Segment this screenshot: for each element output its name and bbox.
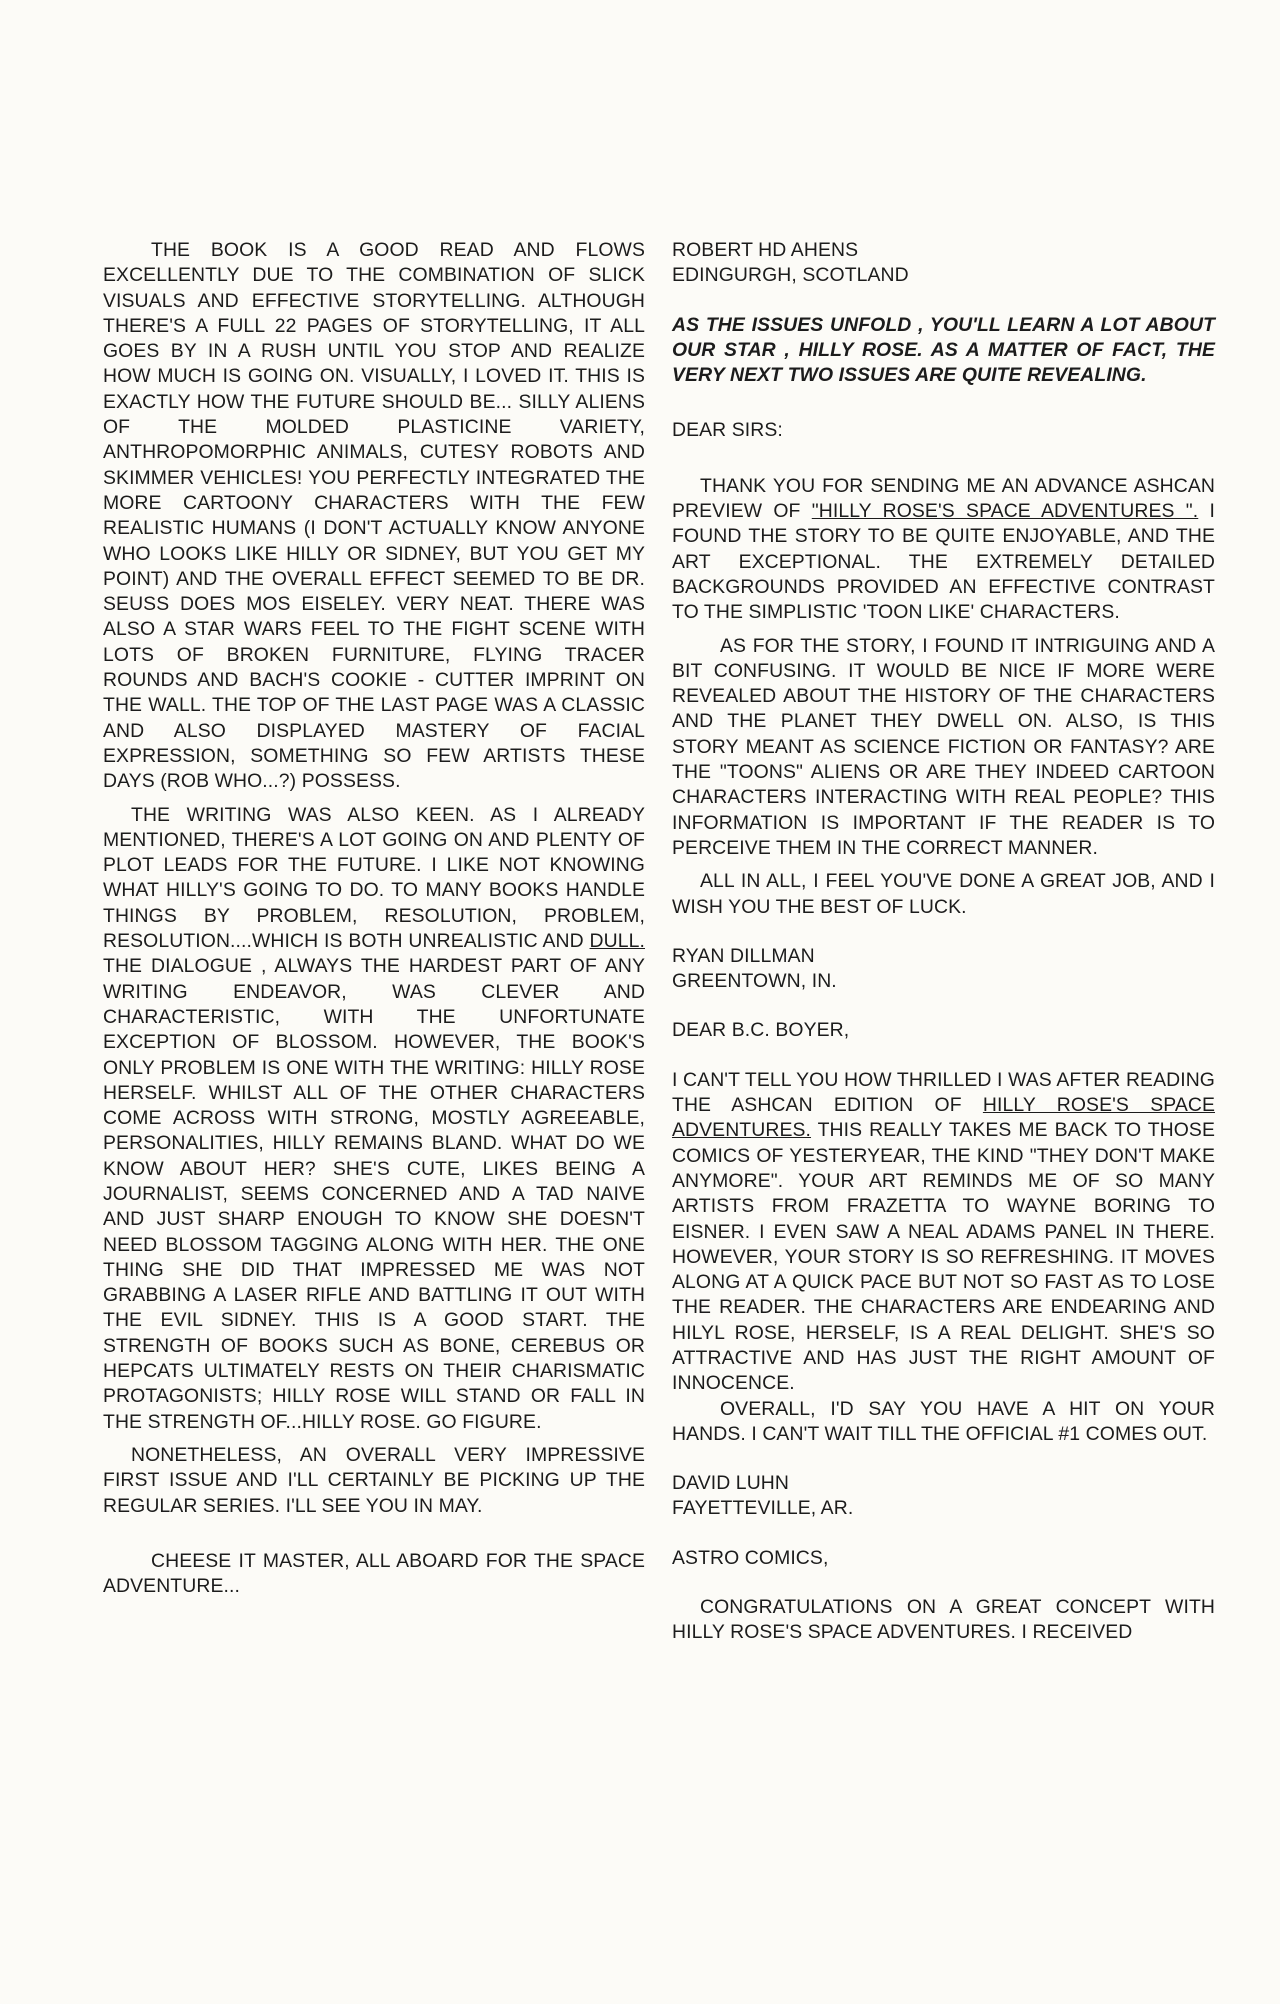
signature-place: GREENTOWN, IN. [672, 970, 837, 993]
letter-greeting: DEAR SIRS: [672, 419, 783, 442]
letter-paragraph [103, 1443, 645, 1519]
paragraph-text: I FOUND THE STORY TO BE QUITE ENJOYABLE, AND THE ART EXCEPTIONAL. THE EXTREMELY DETAILED BACKGROUNDS PROVIDED AN EFFECTIVE CONTRAST TO THE SIMPLISTIC 'TOON LIKE' CHARACTERS. [672, 500, 1216, 624]
underlined-title: "HILLY ROSE'S SPACE ADVENTURES ". [811, 500, 1199, 523]
right-column [672, 238, 1215, 1646]
letter-paragraph [672, 1068, 1215, 1397]
letter-paragraph [103, 238, 645, 795]
underlined-title: HILLY ROSE'S SPACE ADVENTURES. [672, 1094, 1215, 1142]
paragraph-text: THANK YOU FOR SENDING ME AN ADVANCE ASHCAN PREVIEW OF [672, 474, 1215, 523]
letter-paragraph: ALL IN ALL, I FEEL YOU'VE DONE A GREAT JOB, AND I WISH YOU THE BEST OF LUCK. [672, 870, 1215, 918]
paragraph-text: NONETHELESS, AN OVERALL VERY IMPRESSIVE FIRST ISSUE AND I'LL CERTAINLY BE PICKING UP THE REGULAR SERIES. I'LL SEE YOU IN MAY. [103, 1443, 645, 1517]
signature-name: DAVID LUHN [672, 1472, 790, 1495]
paragraph-text: I CAN'T TELL YOU HOW THRILLED I WAS AFTER READING THE ASHCAN EDITION OF [672, 1068, 1215, 1117]
signature-name: ROBERT HD AHENS [672, 239, 859, 261]
letter-paragraph [103, 1549, 645, 1600]
signature-place: FAYETTEVILLE, AR. [672, 1497, 854, 1520]
paragraph-text: THE BOOK IS A GOOD READ AND FLOWS EXCELLENTLY DUE TO THE COMBINATION OF SLICK VISUALS AND EFFECTIVE STORYTELLING. ALTHOUGH THERE'S A FULL 22 PAGES OF STORYTELLING, IT ALL GOES BY IN A RUSH UNTIL YOU STOP AND REALIZE HOW MUCH IS GOING ON. VISUALLY, I LOVED IT. THIS IS EXACTLY HOW THE FUTURE SHOULD BE... SILLY ALIENS OF THE MOLDED PLASTICINE VARIETY, ANTHROPOMORPHIC ANIMALS, CUTESY ROBOTS AND SKIMMER VEHICLES! YOU PERFECTLY INTEGRATED THE MORE CARTOONY CHARACTERS WITH THE FEW REALISTIC HUMANS (I DON'T ACTUALLY KNOW ANYONE WHO LOOKS LIKE HILLY OR SIDNEY, BUT YOU GET MY POINT) AND THE OVERALL EFFECT SEEMED TO BE DR. SEUSS DOES MOS EISELEY. VERY NEAT. THERE WAS ALSO A STAR WARS FEEL TO THE FIGHT SCENE WITH LOTS OF BROKEN FURNITURE, FLYING TRACER ROUNDS AND BACH'S COOKIE - CUTTER IMPRINT ON THE WALL. THE TOP OF THE LAST PAGE WAS A CLASSIC AND ALSO DISPLAYED MASTERY OF FACIAL EXPRESSION, SOMETHING SO FEW ARTISTS THESE DAYS (ROB WHO...?) POSSESS. [103, 239, 645, 793]
editor-reply: AS THE ISSUES UNFOLD , YOU'LL LEARN A LOT ABOUT OUR STAR , HILLY ROSE. AS A MATTER OF FACT, THE VERY NEXT TWO ISSUES ARE QUITE REVEALING. [672, 313, 1215, 387]
paragraph-text: CHEESE IT MASTER, ALL ABOARD FOR THE SPACE ADVENTURE... [103, 1549, 645, 1598]
letter-paragraph [672, 474, 1215, 626]
letter-paragraph [103, 803, 645, 1435]
paragraph-text: THE DIALOGUE , ALWAYS THE HARDEST PART OF ANY WRITING ENDEAVOR, WAS CLEVER AND CHARACTERISTIC, WITH THE UNFORTUNATE EXCEPTION OF BLOSSOM. HOWEVER, THE BOOK'S ONLY PROBLEM IS ONE WITH THE WRITING: HILLY ROSE HERSELF. WHILST ALL OF THE OTHER CHARACTERS COME ACROSS WITH STRONG, MOSTLY AGREEABLE, PERSONALITIES, HILLY REMAINS BLAND. WHAT DO WE KNOW ABOUT HER? SHE'S CUTE, LIKES BEING A JOURNALIST, SEEMS CONCERNED AND A TAD NAIVE AND JUST SHARP ENOUGH TO KNOW SHE DOESN'T NEED BLOSSOM TAGGING ALONG WITH HER. THE ONE THING SHE DID THAT IMPRESSED ME WAS NOT GRABBING A LASER RIFLE AND BATTLING IT OUT WITH THE EVIL SIDNEY. THIS IS A GOOD START. THE STRENGTH OF BOOKS SUCH AS BONE, CEREBUS OR HEPCATS ULTIMATELY RESTS ON THEIR CHARISMATIC PROTAGONISTS; HILLY ROSE WILL STAND OR FALL IN THE STRENGTH OF...HILLY ROSE. GO FIGURE. [103, 955, 645, 1433]
letter-paragraph: AS FOR THE STORY, I FOUND IT INTRIGUING AND A BIT CONFUSING. IT WOULD BE NICE IF MORE WERE REVEALED ABOUT THE HISTORY OF THE CHARACTERS AND THE PLANET THEY DWELL ON. ALSO, IS THIS STORY MEANT AS SCIENCE FICTION OR FANTASY? ARE THE "TOONS" ALIENS OR ARE THEY INDEED CARTOON CHARACTERS INTERACTING WITH REAL PEOPLE? THIS INFORMATION IS IMPORTANT IF THE READER IS TO PERCEIVE THEM IN THE CORRECT MANNER. [672, 634, 1215, 859]
underlined-text: DULL. [589, 930, 645, 953]
left-column [103, 238, 645, 1599]
signature-block [672, 944, 1215, 995]
signature-place: EDINGURGH, SCOTLAND [672, 264, 909, 287]
paragraph-text: THIS REALLY TAKES ME BACK TO THOSE COMICS OF YESTERYEAR, THE KIND "THEY DON'T MAKE ANYMORE". YOUR ART REMINDS ME OF SO MANY ARTISTS FROM FRAZETTA TO WAYNE BORING TO EISNER. I EVEN SAW A NEAL ADAMS PANEL IN THERE. HOWEVER, YOUR STORY IS SO REFRESHING. IT MOVES ALONG AT A QUICK PACE BUT NOT SO FAST AS TO LOSE THE READER. THE CHARACTERS ARE ENDEARING AND HILYL ROSE, HERSELF, IS A REAL DELIGHT. SHE'S SO ATTRACTIVE AND HAS JUST THE RIGHT AMOUNT OF INNOCENCE. [672, 1119, 1215, 1395]
letter-greeting: DEAR B.C. BOYER, [672, 1019, 850, 1042]
letter-greeting: ASTRO COMICS, [672, 1546, 829, 1569]
paragraph-text: THE WRITING WAS ALSO KEEN. AS I ALREADY MENTIONED, THERE'S A LOT GOING ON AND PLENTY OF PLOT LEADS FOR THE FUTURE. I LIKE NOT KNOWING WHAT HILLY'S GOING TO DO. TO MANY BOOKS HANDLE THINGS BY PROBLEM, RESOLUTION, PROBLEM, RESOLUTION....WHICH IS BOTH UNREALISTIC AND [103, 803, 645, 953]
signature-block [672, 1471, 1215, 1522]
signature-name: RYAN DILLMAN [672, 944, 815, 967]
letter-paragraph: CONGRATULATIONS ON A GREAT CONCEPT WITH HILLY ROSE'S SPACE ADVENTURES. I RECEIVED [672, 1596, 1215, 1644]
signature-block [672, 238, 1215, 289]
letter-paragraph: OVERALL, I'D SAY YOU HAVE A HIT ON YOUR HANDS. I CAN'T WAIT TILL THE OFFICIAL #1 COMES OUT. [672, 1397, 1215, 1445]
